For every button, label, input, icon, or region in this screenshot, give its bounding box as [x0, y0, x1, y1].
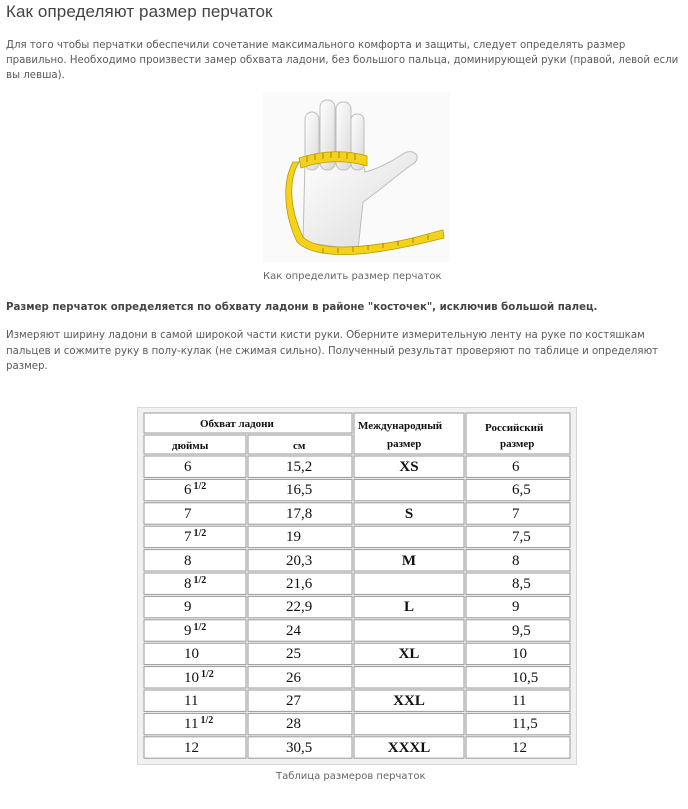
cell-intl-size: L — [403, 599, 415, 616]
cell-cm: 25 — [286, 646, 301, 663]
cell-inches-whole: 9 — [184, 599, 192, 616]
cell-inches-whole: 7 — [184, 505, 192, 522]
header-cm: см — [293, 440, 306, 452]
cell-intl-size: M — [401, 552, 417, 569]
intro-paragraph: Для того чтобы перчатки обеспечили сочетание максимального комфорта и защиты, следует определять размер правильно. Необходимо произвести замер обхвата ладони, без большого пальца, доминирующей руки (правой, левой если вы левша). — [6, 40, 679, 81]
cell-cm: 19 — [286, 529, 301, 546]
cell-cm: 24 — [286, 622, 301, 639]
cell-ru-size: 11,5 — [512, 716, 538, 733]
cell-inches-whole: 9 — [184, 622, 192, 639]
cell-inches-fraction: 1/2 — [193, 621, 207, 633]
cell-cm: 27 — [286, 693, 301, 709]
cell-inches-whole: 10 — [184, 669, 199, 686]
cell-cm: 22,9 — [286, 599, 313, 616]
hand-measurement-image — [263, 92, 450, 262]
cell-inches — [184, 507, 192, 522]
table-cell — [354, 667, 464, 688]
cell-inches — [184, 554, 192, 569]
cell-inches — [184, 647, 199, 662]
cell-inches-whole: 8 — [184, 552, 192, 569]
cell-inches — [184, 621, 207, 639]
header-intl-size-line2: размер — [387, 438, 422, 450]
glove-size-table — [137, 407, 577, 765]
cell-ru-size: 7,5 — [512, 529, 531, 546]
image-caption: Как определить размер перчаток — [263, 271, 442, 282]
table-cell — [354, 479, 464, 500]
cell-inches-fraction: 1/2 — [193, 481, 207, 493]
cell-inches-fraction: 1/2 — [193, 575, 207, 586]
cell-inches-whole: 7 — [184, 529, 192, 546]
measurement-instructions: Измеряют ширину ладони в самой широкой части кисти руки. Оберните измерительную ленту на руке по костяшкам пальцев и сожмите руку в полу-кулак (не сжимая сильно). Полученный результат проверяют по таблице и определяют размер. — [6, 330, 659, 372]
cell-inches — [184, 460, 192, 475]
cell-inches — [184, 741, 199, 756]
cell-inches — [184, 694, 198, 709]
cell-ru-size: 8,5 — [512, 576, 531, 592]
cell-intl-size: XXXL — [387, 739, 431, 756]
table-cell — [354, 526, 464, 547]
cell-ru-size: 10 — [512, 646, 527, 663]
cell-inches-fraction: 1/2 — [201, 668, 214, 680]
cell-ru-size: 6,5 — [512, 482, 531, 499]
header-ru-size-line2: размер — [500, 438, 535, 450]
cell-inches-whole: 12 — [184, 739, 199, 756]
cell-intl-size: XL — [398, 646, 420, 663]
cell-intl-size: S — [404, 505, 414, 522]
hand-with-tape-illustration — [263, 92, 450, 262]
cell-inches-fraction: 1/2 — [200, 715, 214, 727]
cell-inches-fraction: 1/2 — [193, 528, 207, 540]
cell-inches-whole: 6 — [184, 482, 192, 499]
cell-cm: 15,2 — [286, 459, 313, 475]
header-palm-girth: Обхват ладони — [200, 418, 274, 430]
cell-intl-size: XS — [399, 459, 419, 475]
header-ru-size-line1: Российский — [485, 422, 544, 434]
cell-inches-whole: 11 — [184, 693, 199, 709]
cell-ru-size: 10,5 — [512, 669, 539, 686]
cell-cm: 17,8 — [286, 505, 313, 522]
cell-cm: 16,5 — [286, 482, 313, 499]
cell-inches — [184, 530, 206, 545]
cell-cm: 26 — [286, 669, 301, 686]
cell-cm: 21,6 — [286, 576, 313, 592]
cell-inches — [184, 668, 214, 686]
cell-inches — [184, 577, 206, 592]
cell-ru-size: 6 — [512, 459, 520, 475]
cell-inches — [184, 600, 192, 615]
header-inches: дюймы — [172, 440, 209, 452]
cell-inches-whole: 10 — [184, 646, 199, 663]
cell-cm: 20,3 — [286, 552, 313, 569]
cell-inches — [184, 717, 213, 732]
page-title: Как определяют размер перчаток — [6, 2, 273, 21]
cell-ru-size: 7 — [512, 505, 520, 522]
cell-ru-size: 11 — [512, 693, 527, 709]
table-cell — [144, 456, 246, 477]
cell-cm: 28 — [286, 716, 301, 733]
table-cell — [144, 503, 246, 524]
table-caption: Таблица размеров перчаток — [276, 771, 426, 782]
cell-inches-whole: 11 — [184, 716, 199, 733]
cell-ru-size: 9 — [512, 599, 520, 616]
table-cell — [354, 713, 464, 734]
table-cell — [354, 620, 464, 641]
measurement-rule: Размер перчаток определяется по обхвату ладони в районе "косточек", исключив большой палец. — [6, 302, 598, 313]
table-cell — [354, 573, 464, 594]
cell-inches-whole: 8 — [184, 576, 192, 592]
cell-ru-size: 8 — [512, 552, 520, 569]
cell-ru-size: 9,5 — [512, 622, 531, 639]
header-intl-size-line1: Международный — [358, 420, 443, 432]
cell-inches-whole: 6 — [184, 459, 192, 475]
cell-inches — [184, 483, 206, 498]
table-cell — [144, 596, 246, 617]
cell-cm: 30,5 — [286, 739, 313, 756]
cell-intl-size: XXL — [393, 693, 425, 709]
table-cell — [144, 550, 246, 571]
cell-ru-size: 12 — [512, 739, 527, 756]
